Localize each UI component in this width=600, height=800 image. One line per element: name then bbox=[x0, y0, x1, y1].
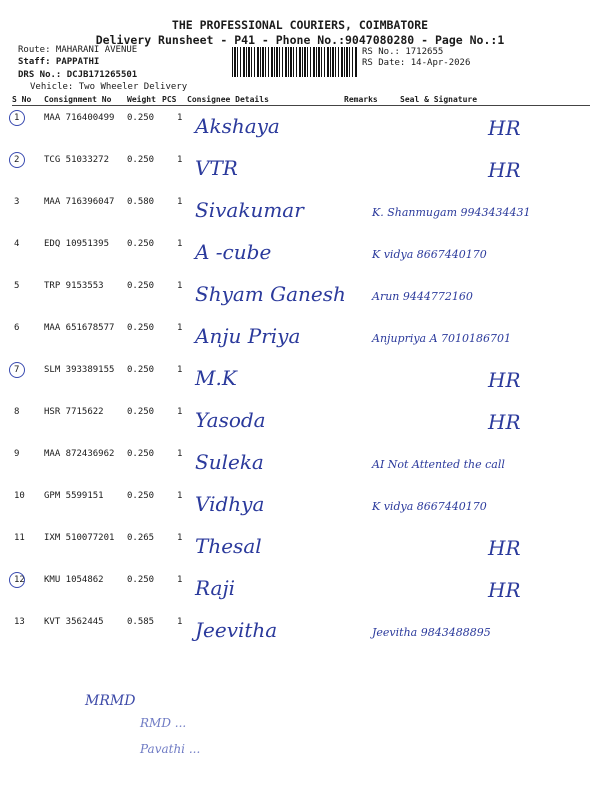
row-sno: 13 bbox=[14, 617, 25, 627]
row-sno: 5 bbox=[14, 281, 20, 291]
row-consignee-signature: A -cube bbox=[195, 240, 272, 264]
table-row bbox=[0, 446, 600, 486]
row-consignment-no: KMU 1054862 bbox=[44, 575, 104, 585]
row-weight: 0.250 bbox=[127, 575, 155, 585]
circle-mark bbox=[9, 362, 25, 378]
row-sno: 4 bbox=[14, 239, 20, 249]
row-weight: 0.250 bbox=[127, 239, 155, 249]
row-sno: 2 bbox=[14, 155, 20, 165]
row-remark: Jeevitha 9843488895 bbox=[372, 626, 491, 639]
circle-mark bbox=[9, 572, 25, 588]
rs-number: RS No.: 1712655 bbox=[362, 47, 444, 57]
row-weight: 0.265 bbox=[127, 533, 155, 543]
col-consignment: Consignment No bbox=[44, 95, 112, 104]
row-remark: K vidya 8667440170 bbox=[372, 248, 487, 261]
row-consignee-signature: Sivakumar bbox=[195, 198, 304, 222]
circle-mark bbox=[9, 110, 25, 126]
table-row bbox=[0, 404, 600, 444]
route-label: Route: MAHARANI AVENUE bbox=[18, 45, 138, 55]
rs-date: RS Date: 14-Apr-2026 bbox=[362, 58, 471, 68]
header-rule bbox=[12, 105, 590, 106]
runsheet-subtitle: Delivery Runsheet - P41 - Phone No.:9047080280 - Page No.:1 bbox=[95, 33, 505, 47]
row-weight: 0.250 bbox=[127, 281, 155, 291]
footer-note: Pavathi ... bbox=[140, 742, 201, 756]
row-pcs: 1 bbox=[177, 281, 183, 291]
row-weight: 0.580 bbox=[127, 197, 155, 207]
drs-label: DRS No.: DCJB171265501 bbox=[18, 70, 138, 80]
row-sno: 12 bbox=[14, 575, 25, 585]
row-consignee-signature: Jeevitha bbox=[195, 618, 278, 642]
row-consignee-signature: Shyam Ganesh bbox=[195, 282, 346, 306]
row-weight: 0.585 bbox=[127, 617, 155, 627]
circle-mark bbox=[9, 152, 25, 168]
row-consignment-no: MAA 716400499 bbox=[44, 113, 115, 123]
row-remark: Anjupriya A 7010186701 bbox=[372, 332, 512, 345]
table-row bbox=[0, 278, 600, 318]
row-sno: 6 bbox=[14, 323, 20, 333]
barcode bbox=[232, 47, 358, 77]
table-row bbox=[0, 110, 600, 150]
col-consignee: Consignee Details bbox=[187, 95, 269, 104]
row-pcs: 1 bbox=[177, 407, 183, 417]
row-seal-signature: HR bbox=[488, 368, 521, 392]
row-consignee-signature: Yasoda bbox=[195, 408, 266, 432]
row-consignment-no: MAA 872436962 bbox=[44, 449, 115, 459]
row-pcs: 1 bbox=[177, 113, 183, 123]
row-consignee-signature: Akshaya bbox=[195, 114, 280, 138]
col-sno: S No bbox=[12, 95, 32, 104]
row-seal-signature: HR bbox=[488, 578, 521, 602]
row-seal-signature: HR bbox=[488, 158, 521, 182]
row-consignee-signature: Suleka bbox=[195, 450, 264, 474]
row-pcs: 1 bbox=[177, 491, 183, 501]
row-consignee-signature: Thesal bbox=[195, 534, 262, 558]
vehicle-label: Vehicle: Two Wheeler Delivery bbox=[30, 82, 188, 92]
row-weight: 0.250 bbox=[127, 491, 155, 501]
row-sno: 1 bbox=[14, 113, 20, 123]
footer-note: MRMD bbox=[85, 693, 136, 709]
row-pcs: 1 bbox=[177, 575, 183, 585]
row-pcs: 1 bbox=[177, 449, 183, 459]
row-weight: 0.250 bbox=[127, 113, 155, 123]
table-row bbox=[0, 572, 600, 612]
row-consignment-no: EDQ 10951395 bbox=[44, 239, 110, 249]
row-consignment-no: TRP 9153553 bbox=[44, 281, 104, 291]
row-consignment-no: KVT 3562445 bbox=[44, 617, 104, 627]
row-pcs: 1 bbox=[177, 365, 183, 375]
row-consignee-signature: VTR bbox=[195, 156, 238, 180]
col-seal-signature: Seal & Signature bbox=[400, 95, 478, 104]
col-pcs: PCS bbox=[162, 95, 177, 104]
staff-label: Staff: PAPPATHI bbox=[18, 57, 100, 67]
table-row bbox=[0, 530, 600, 570]
row-remark: Arun 9444772160 bbox=[372, 290, 473, 303]
row-consignment-no: HSR 7715622 bbox=[44, 407, 104, 417]
table-row bbox=[0, 614, 600, 654]
row-remark: K. Shanmugam 9943434431 bbox=[372, 206, 531, 219]
row-consignment-no: GPM 5599151 bbox=[44, 491, 104, 501]
row-seal-signature: HR bbox=[488, 410, 521, 434]
row-consignment-no: MAA 651678577 bbox=[44, 323, 115, 333]
row-weight: 0.250 bbox=[127, 449, 155, 459]
row-consignment-no: MAA 716396047 bbox=[44, 197, 115, 207]
col-remarks: Remarks bbox=[344, 95, 378, 104]
table-row bbox=[0, 194, 600, 234]
row-pcs: 1 bbox=[177, 533, 183, 543]
row-consignee-signature: M.K bbox=[195, 366, 237, 390]
row-pcs: 1 bbox=[177, 155, 183, 165]
company-title: THE PROFESSIONAL COURIERS, COIMBATORE bbox=[171, 18, 429, 32]
row-seal-signature: HR bbox=[488, 536, 521, 560]
row-remark: AI Not Attented the call bbox=[372, 458, 505, 471]
footer-note: RMD ... bbox=[140, 716, 187, 730]
table-row bbox=[0, 152, 600, 192]
row-pcs: 1 bbox=[177, 323, 183, 333]
row-sno: 3 bbox=[14, 197, 20, 207]
row-sno: 11 bbox=[14, 533, 25, 543]
row-consignment-no: SLM 393389155 bbox=[44, 365, 115, 375]
row-sno: 10 bbox=[14, 491, 25, 501]
table-row bbox=[0, 488, 600, 528]
row-weight: 0.250 bbox=[127, 155, 155, 165]
table-row bbox=[0, 320, 600, 360]
row-pcs: 1 bbox=[177, 617, 183, 627]
row-seal-signature: HR bbox=[488, 116, 521, 140]
row-consignment-no: TCG 51033272 bbox=[44, 155, 110, 165]
row-sno: 7 bbox=[14, 365, 20, 375]
row-consignee-signature: Vidhya bbox=[195, 492, 265, 516]
row-weight: 0.250 bbox=[127, 407, 155, 417]
row-consignment-no: IXM 510077201 bbox=[44, 533, 115, 543]
col-weight: Weight bbox=[127, 95, 156, 104]
table-row bbox=[0, 236, 600, 276]
row-weight: 0.250 bbox=[127, 365, 155, 375]
row-consignee-signature: Raji bbox=[195, 576, 236, 600]
row-remark: K vidya 8667440170 bbox=[372, 500, 487, 513]
table-row bbox=[0, 362, 600, 402]
row-sno: 8 bbox=[14, 407, 20, 417]
row-weight: 0.250 bbox=[127, 323, 155, 333]
row-pcs: 1 bbox=[177, 197, 183, 207]
row-sno: 9 bbox=[14, 449, 20, 459]
row-consignee-signature: Anju Priya bbox=[195, 324, 301, 348]
row-pcs: 1 bbox=[177, 239, 183, 249]
